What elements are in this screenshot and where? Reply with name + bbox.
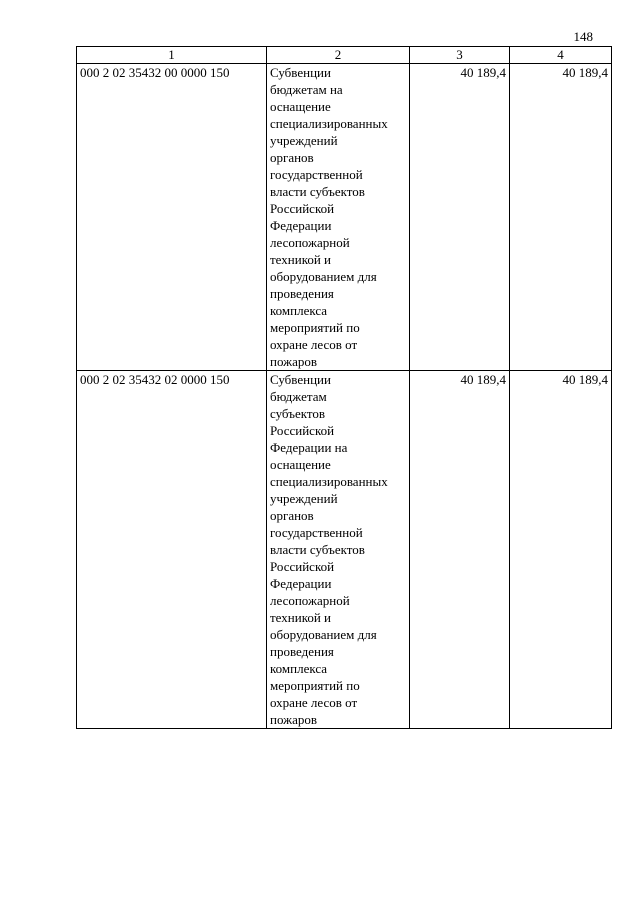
description-line: Российской [270,201,335,216]
description-line: органов [270,508,314,523]
description-line: проведения [270,644,334,659]
description-line: мероприятий по [270,678,360,693]
description-line: проведения [270,286,334,301]
description-line: власти субъектов [270,184,365,199]
budget-code-cell: 000 2 02 35432 00 0000 150 [77,64,267,371]
description-line: органов [270,150,314,165]
description-line: субъектов [270,406,326,421]
description-line: комплекса [270,303,328,318]
description-line: Федерации [270,218,332,233]
description-cell [267,371,410,729]
description-line: пожаров [270,354,318,369]
description-line: оборудованием для [270,627,377,642]
description-line: специализированных [270,116,388,131]
value-cell-col3: 40 189,4 [410,371,510,729]
column-header-1: 1 [77,47,267,64]
value-cell-col3: 40 189,4 [410,64,510,371]
description-line: оснащение [270,99,331,114]
description-line: бюджетам на [270,82,343,97]
description-line: лесопожарной [270,593,350,608]
table-row [77,64,612,371]
description-line: Российской [270,559,335,574]
description-line: оснащение [270,457,331,472]
budget-code-cell: 000 2 02 35432 02 0000 150 [77,371,267,729]
description-line: Российской [270,423,335,438]
column-header-3: 3 [410,47,510,64]
description-line: мероприятий по [270,320,360,335]
value-cell-col4: 40 189,4 [510,64,612,371]
description-line: Субвенции [270,65,331,80]
description-line: Федерации [270,576,332,591]
description-line: охране лесов от [270,695,358,710]
description-line: специализированных [270,474,388,489]
description-line: власти субъектов [270,542,365,557]
description-line: техникой и [270,610,332,625]
description-line: лесопожарной [270,235,350,250]
budget-table [76,46,612,729]
value-cell-col4: 40 189,4 [510,371,612,729]
description-line: учреждений [270,491,338,506]
description-line: техникой и [270,252,332,267]
column-header-4: 4 [510,47,612,64]
description-line: пожаров [270,712,318,727]
description-line: учреждений [270,133,338,148]
description-line: Федерации на [270,440,348,455]
description-line: оборудованием для [270,269,377,284]
table-header-row [77,47,612,64]
table-row [77,371,612,729]
description-line: государственной [270,167,363,182]
description-line: бюджетам [270,389,327,404]
description-line: охране лесов от [270,337,358,352]
description-line: комплекса [270,661,328,676]
description-line: Субвенции [270,372,331,387]
description-cell [267,64,410,371]
description-line: государственной [270,525,363,540]
column-header-2: 2 [267,47,410,64]
page-number: 148 [573,29,593,44]
